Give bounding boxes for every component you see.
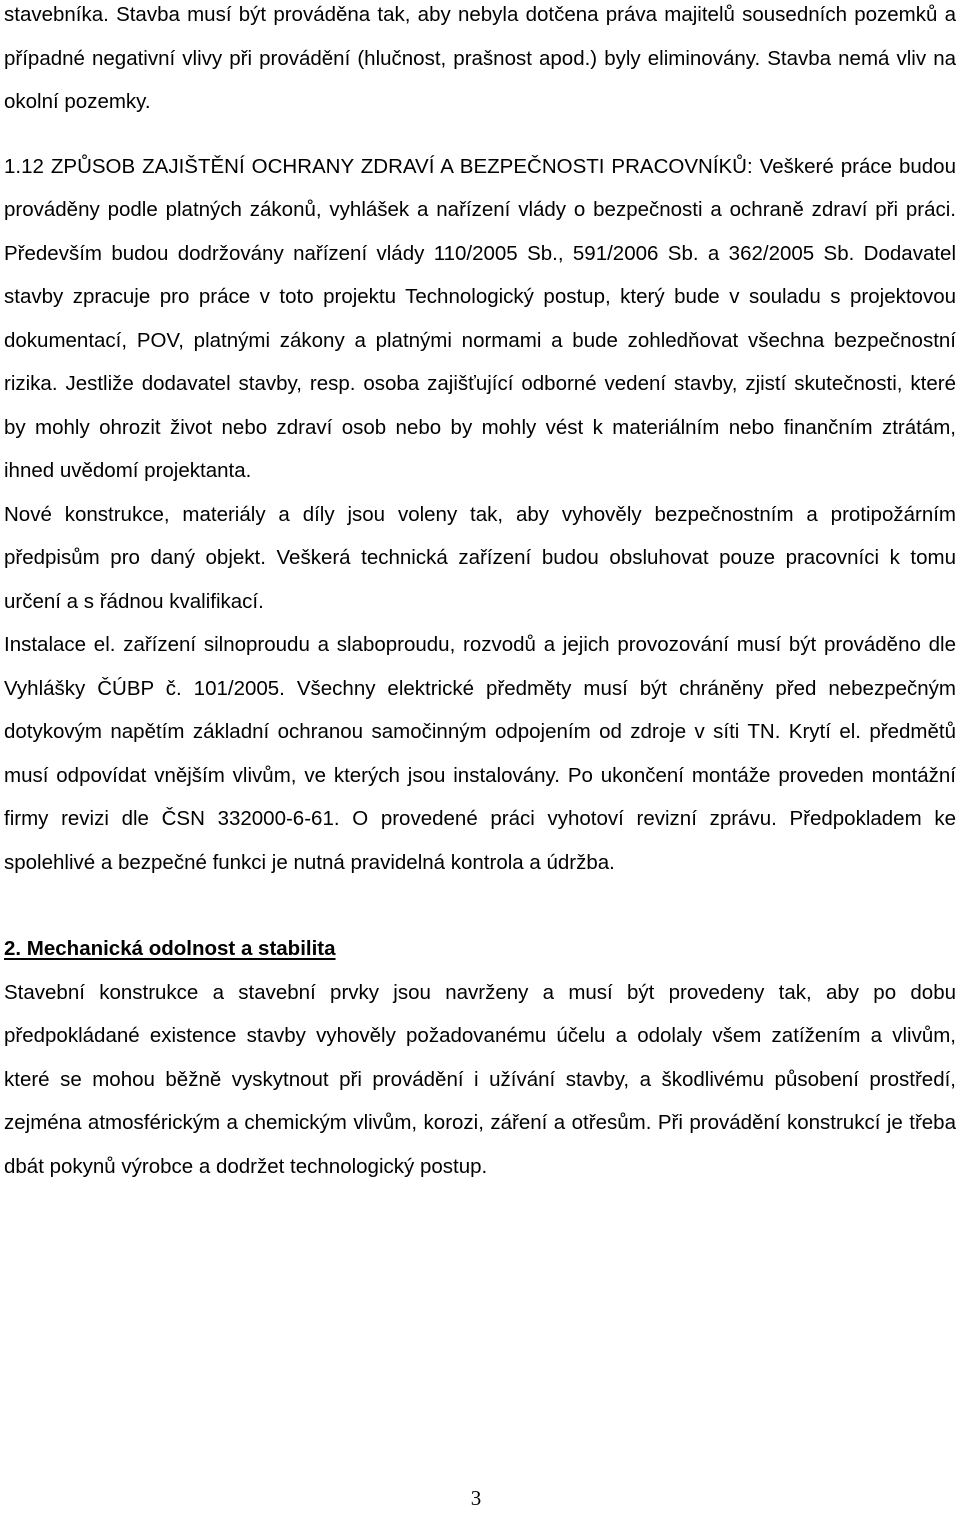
paragraph-mechanical-stability: Stavební konstrukce a stavební prvky jsou navrženy a musí být provedeny tak, aby po dobu předpokládané existence stavby vyhověly požadovanému účelu a odolaly všem zatížením a vlivům, které se mohou běžně vyskytnout při provádění i užívání stavby, a škodlivému působení prostředí, zejména atmosférickým a chemickým vlivům, korozi, záření a otřesům. Při provádění konstrukcí je třeba dbát pokynů výrobce a dodržet technologický postup.: [4, 980, 956, 1178]
paragraph-health-safety: 1.12 ZPŮSOB ZAJIŠTĚNÍ OCHRANY ZDRAVÍ A BEZPEČNOSTI PRACOVNÍKŮ: Veškeré práce budou prováděny podle platných zákonů, vyhlášek a nařízení vlády o bezpečnosti a ochraně zdraví při práci. Především budou dodržovány nařízení vlády 110/2005 Sb., 591/2006 Sb. a 362/2005 Sb. Dodavatel stavby zpracuje pro práce v toto projektu Technologický postup, který bude v souladu s projektovou dokumentací, POV, platnými zákony a platnými normami a bude zohledňovat všechna bezpečnostní rizika. Jestliže dodavatel stavby, resp. osoba zajišťující odborné vedení stavby, zjistí skutečnosti, které by mohly ohrozit život nebo zdraví osob nebo by mohly vést k materiálním nebo finančním ztrátám, ihned uvědomí projektanta.: [4, 154, 956, 482]
section-heading: 2. Mechanická odolnost a stabilita: [4, 937, 336, 960]
page-number: 3: [470, 1486, 482, 1510]
paragraph-fire-safety: Nové konstrukce, materiály a díly jsou voleny tak, aby vyhověly bezpečnostním a protipožárním předpisům pro daný objekt. Veškerá technická zařízení budou obsluhovat pouze pracovníci k tomu určení a s řádnou kvalifikací.: [4, 502, 956, 613]
paragraph-neighbouring-plots: stavebníka. Stavba musí být prováděna tak, aby nebyla dotčena práva majitelů sousedních pozemků a případné negativní vlivy při provádění (hlučnost, prašnost apod.) byly eliminovány. Stavba nemá vliv na okolní pozemky.: [4, 3, 956, 113]
document-page: [4, 0, 956, 1513]
paragraph-electrical-installation: Instalace el. zařízení silnoproudu a slaboproudu, rozvodů a jejich provozování musí být prováděno dle Vyhlášky ČÚBP č. 101/2005. Všechny elektrické předměty musí být chráněny před nebezpečným dotykovým napětím základní ochranou samočinným odpojením od zdroje v síti TN. Krytí el. předmětů musí odpovídat vnějším vlivům, ve kterých jsou instalovány. Po ukončení montáže proveden montážní firmy revizi dle ČSN 332000-6-61. O provedené práci vyhotoví revizní zprávu. Předpokladem ke spolehlivé a bezpečné funkci je nutná pravidelná kontrola a údržba.: [4, 633, 956, 874]
